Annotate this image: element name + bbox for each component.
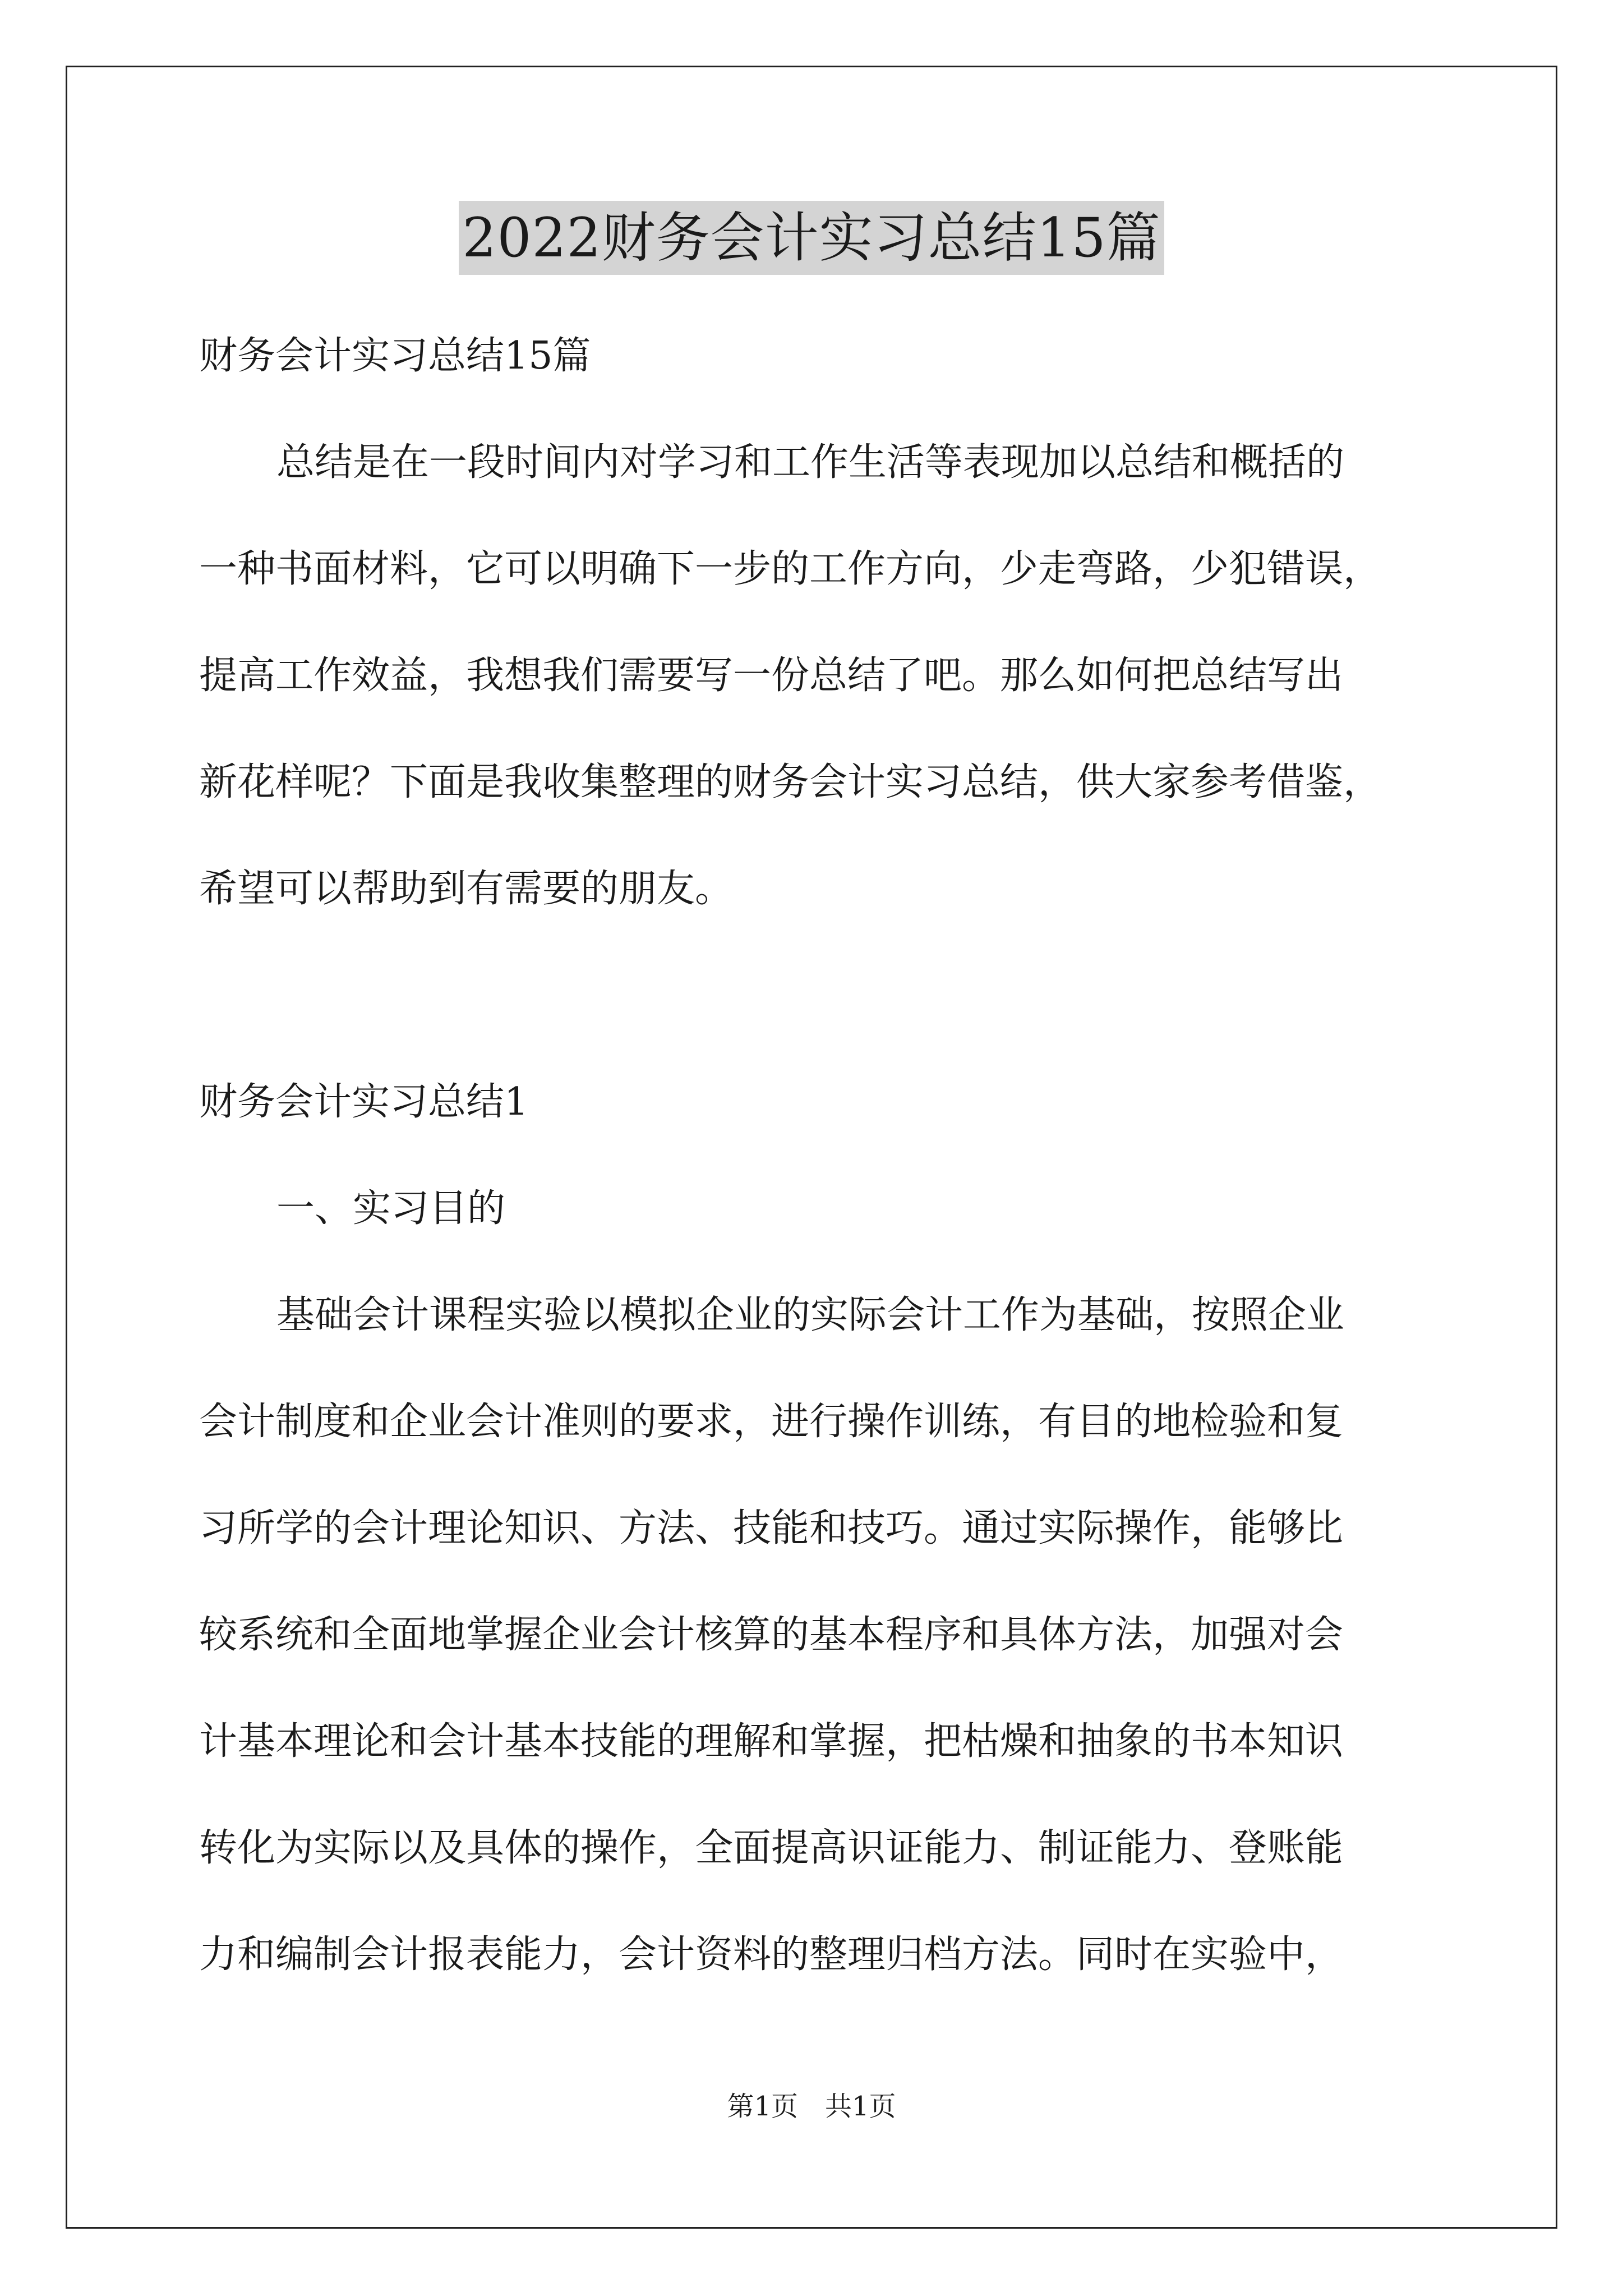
body-line: 转化为实际以及具体的操作，全面提高识证能力、制证能力、登账能 [199,1826,1344,1870]
body-line: 基础会计课程实验以模拟企业的实际会计工作为基础，按照企业 [276,1293,1345,1337]
intro-line: 提高工作效益，我想我们需要写一份总结了吧。那么如何把总结写出 [199,654,1344,698]
body-line: 力和编制会计报表能力，会计资料的整理归档方法。同时在实验中， [199,1932,1344,1977]
section-heading: 财务会计实习总结1 [199,1080,529,1124]
section-spacer [199,942,1455,1049]
page-footer: 第1页 共1页 [727,2091,896,2122]
body-line: 会计制度和企业会计准则的要求，进行操作训练，有目的地检验和复 [199,1400,1344,1444]
document-body [199,303,1455,2008]
intro-line: 希望可以帮助到有需要的朋友。 [199,867,734,911]
body-line: 较系统和全面地掌握企业会计核算的基本程序和具体方法，加强对会 [199,1613,1344,1657]
intro-line: 一种书面材料，它可以明确下一步的工作方向，少走弯路，少犯错误， [199,547,1382,591]
subtitle: 财务会计实习总结15篇 [199,334,591,378]
body-line: 习所学的会计理论知识、方法、技能和技巧。通过实际操作，能够比 [199,1506,1344,1550]
document-title: 2022财务会计实习总结15篇 [459,201,1164,275]
title-container [0,201,1623,275]
body-line: 计基本理论和会计基本技能的理解和掌握，把枯燥和抽象的书本知识 [199,1719,1344,1764]
subsection-heading: 一、实习目的 [276,1186,506,1231]
intro-line: 新花样呢？下面是我收集整理的财务会计实习总结，供大家参考借鉴， [199,760,1382,804]
intro-line: 总结是在一段时间内对学习和工作生活等表现加以总结和概括的 [276,440,1345,485]
